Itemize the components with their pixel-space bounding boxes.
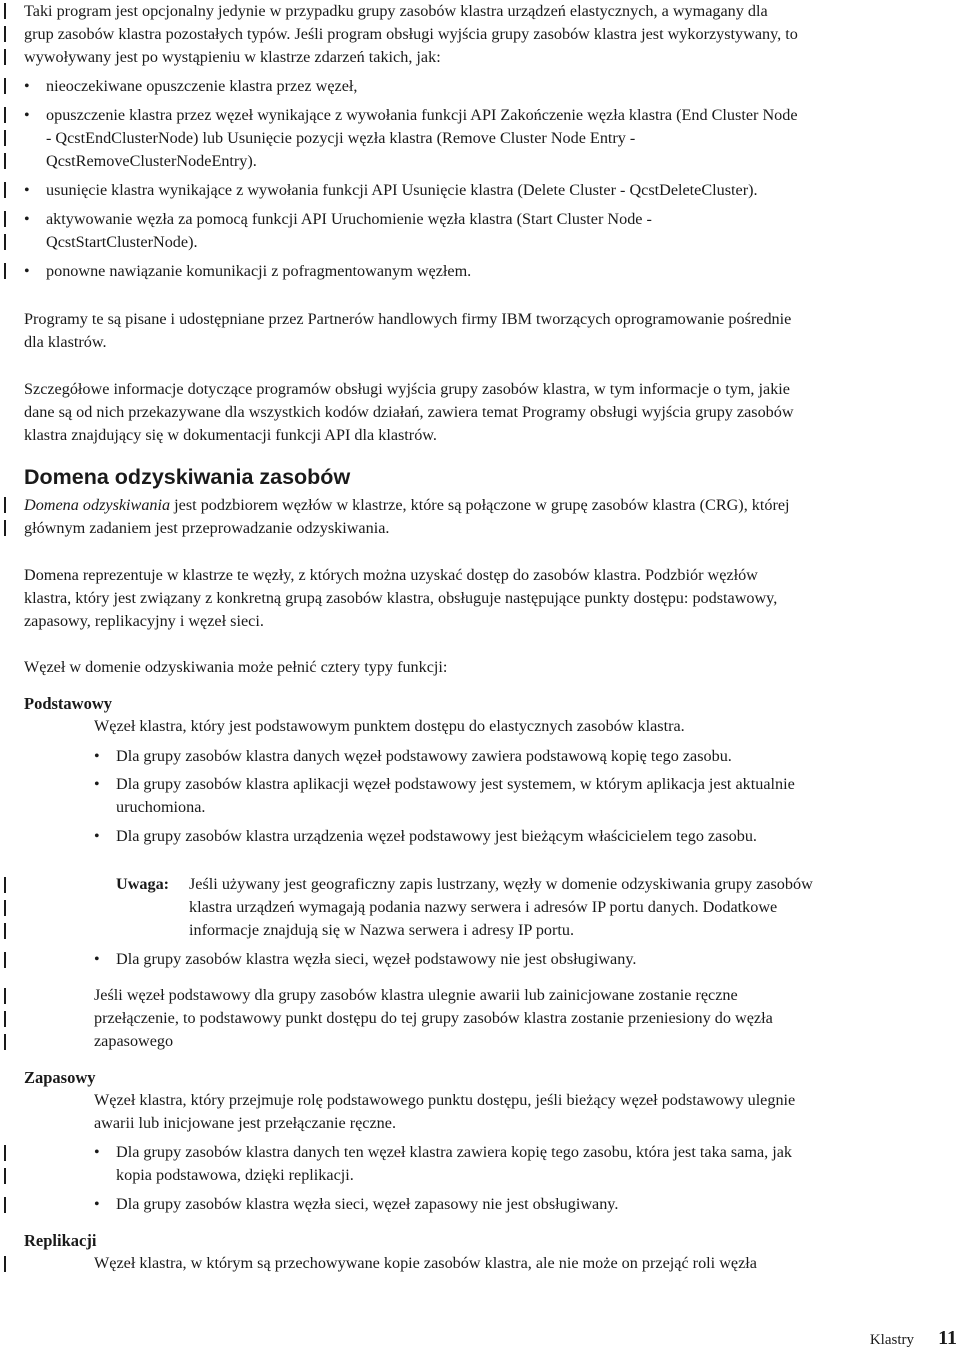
list-item: Dla grupy zasobów klastra węzła sieci, węzeł podstawowy nie jest obsługiwany.: [116, 950, 637, 968]
paragraph-line: klastra znajdujący się w dokumentacji funkcji API dla klastrów.: [24, 426, 437, 444]
change-bar: [4, 153, 6, 169]
list-item: - QcstEndClusterNode) lub Usunięcie pozycji węzła klastra (Remove Cluster Node Entry -: [46, 129, 636, 147]
definition-term: Domena odzyskiwania: [24, 496, 171, 514]
change-bar: [4, 952, 6, 968]
change-bar: [4, 182, 6, 198]
change-bar: [4, 1011, 6, 1027]
change-bar: [4, 1256, 6, 1272]
note-line: Jeśli używany jest geograficzny zapis lustrzany, węzły w domenie odzyskiwania grupy zasobów: [189, 875, 813, 893]
page-number: 11: [938, 1327, 957, 1349]
paragraph-line: zapasowego: [94, 1032, 174, 1050]
change-bar: [4, 988, 6, 1004]
change-bar: [4, 1197, 6, 1213]
paragraph-line: Jeśli węzeł podstawowy dla grupy zasobów klastra ulegnie awarii lub zainicjowane zostanie ręczne: [94, 986, 738, 1004]
list-item: opuszczenie klastra przez węzeł wynikające z wywołania funkcji API Zakończenie węzła klastra (End Cluster Node: [46, 106, 798, 124]
list-item: uruchomiona.: [116, 798, 206, 816]
bullet-icon: •: [24, 107, 30, 124]
change-bar: [4, 877, 6, 893]
change-bar: [4, 1034, 6, 1050]
list-item: ponowne nawiązanie komunikacji z pofragmentowanym węzłem.: [46, 262, 472, 280]
term-description: awarii lub inicjowane jest przełączanie ręczne.: [94, 1114, 396, 1132]
paragraph-line: Węzeł w domenie odzyskiwania może pełnić cztery typy funkcji:: [24, 658, 448, 676]
term-description: Węzeł klastra, w którym są przechowywane kopie zasobów klastra, ale nie może on przejąć roli węzła: [94, 1254, 757, 1272]
change-bar: [4, 520, 6, 536]
intro-line: grup zasobów klastra pozostałych typów. Jeśli program obsługi wyjścia grupy zasobów klastra jest wykorzystywany, to: [24, 25, 798, 43]
definition-text: jest podzbiorem węzłów w klastrze, które są połączone w grupę zasobów klastra (CRG), której: [170, 496, 790, 514]
bullet-icon: •: [94, 1196, 100, 1213]
change-bar: [4, 900, 6, 916]
section-heading: Domena odzyskiwania zasobów: [24, 465, 351, 489]
bullet-icon: •: [94, 1144, 100, 1161]
definition-line: głównym zadaniem jest przeprowadzanie odzyskiwania.: [24, 519, 390, 537]
change-bar: [4, 130, 6, 146]
change-bar: [4, 497, 6, 513]
list-item: QcstRemoveClusterNodeEntry).: [46, 152, 257, 170]
footer-section-label: Klastry: [869, 1332, 914, 1348]
paragraph-line: Domena reprezentuje w klastrze te węzły, z których można uzyskać dostęp do zasobów klastra. Podzbiór węzłów: [24, 566, 758, 584]
paragraph-line: zapasowy, replikacyjny i węzeł sieci.: [24, 612, 264, 630]
list-item: usunięcie klastra wynikające z wywołania funkcji API Usunięcie klastra (Delete Cluster - QcstDeleteCluster).: [46, 181, 758, 199]
definition-line: [24, 494, 790, 517]
list-item: kopia podstawowa, dzięki replikacji.: [116, 1166, 354, 1184]
term-description: Węzeł klastra, który przejmuje rolę podstawowego punktu dostępu, jeśli bieżący węzeł podstawowy ulegnie: [94, 1091, 796, 1109]
list-item: aktywowanie węzła za pomocą funkcji API Uruchomienie węzła klastra (Start Cluster Node -: [46, 210, 652, 228]
paragraph-line: dane są od nich przekazywane dla wszystkich kodów działań, zawiera temat Programy obsługi wyjścia grupy zasobów: [24, 403, 794, 421]
change-bar: [4, 107, 6, 123]
note-line: klastra urządzeń wymagają podania nazwy serwera i adresów IP portu danych. Dodatkowe: [189, 898, 778, 916]
bullet-icon: •: [94, 748, 100, 765]
paragraph-line: dla klastrów.: [24, 333, 107, 351]
list-item: Dla grupy zasobów klastra węzła sieci, węzeł zapasowy nie jest obsługiwany.: [116, 1195, 619, 1213]
list-item: nieoczekiwane opuszczenie klastra przez węzeł,: [46, 77, 358, 95]
list-item: Dla grupy zasobów klastra danych węzeł podstawowy zawiera podstawową kopię tego zasobu.: [116, 747, 732, 765]
bullet-icon: •: [94, 776, 100, 793]
paragraph-line: klastra, który jest związany z konkretną grupą zasobów klastra, obsługuje następujące punkty dostępu: podstawowy,: [24, 589, 778, 607]
change-bar: [4, 1145, 6, 1161]
term-replica: Replikacji: [24, 1231, 97, 1250]
paragraph-line: Szczegółowe informacje dotyczące programów obsługi wyjścia grupy zasobów klastra, w tym informacje o tym, jakie: [24, 380, 790, 398]
change-bar: [4, 26, 6, 42]
paragraph-line: przełączenie, to podstawowy punkt dostępu do tej grupy zasobów klastra zostanie przeniesiony do węzła: [94, 1009, 773, 1027]
term-primary: Podstawowy: [24, 694, 113, 713]
change-bar: [4, 78, 6, 94]
term-description: Węzeł klastra, który jest podstawowym punktem dostępu do elastycznych zasobów klastra.: [94, 717, 685, 735]
intro-line: wywoływany jest po wystąpieniu w klastrze zdarzeń takich, jak:: [24, 48, 441, 66]
paragraph-line: Programy te są pisane i udostępniane przez Partnerów handlowych firmy IBM tworzących oprogramowanie pośrednie: [24, 310, 792, 328]
list-item: Dla grupy zasobów klastra urządzenia węzeł podstawowy jest bieżącym właścicielem tego zasobu.: [116, 827, 757, 845]
bullet-icon: •: [24, 263, 30, 280]
note-label: Uwaga:: [116, 875, 170, 893]
list-item: QcstStartClusterNode).: [46, 233, 198, 251]
change-bar: [4, 3, 6, 19]
list-item: Dla grupy zasobów klastra aplikacji węzeł podstawowy jest systemem, w którym aplikacja jest aktualnie: [116, 775, 795, 793]
bullet-icon: •: [24, 78, 30, 95]
bullet-icon: •: [94, 951, 100, 968]
list-item: Dla grupy zasobów klastra danych ten węzeł klastra zawiera kopię tego zasobu, która jest taka sama, jak: [116, 1143, 793, 1161]
bullet-icon: •: [24, 211, 30, 228]
change-bar: [4, 1168, 6, 1184]
change-bar: [4, 49, 6, 65]
intro-line: Taki program jest opcjonalny jedynie w przypadku grupy zasobów klastra urządzeń elastycznych, a wymagany dla: [24, 2, 768, 20]
change-bar: [4, 263, 6, 279]
term-backup: Zapasowy: [24, 1068, 96, 1087]
bullet-icon: •: [94, 828, 100, 845]
change-bar: [4, 234, 6, 250]
bullet-icon: •: [24, 182, 30, 199]
note-line: informacje znajdują się w Nazwa serwera i adresy IP portu.: [189, 921, 575, 939]
change-bar: [4, 211, 6, 227]
change-bar: [4, 923, 6, 939]
